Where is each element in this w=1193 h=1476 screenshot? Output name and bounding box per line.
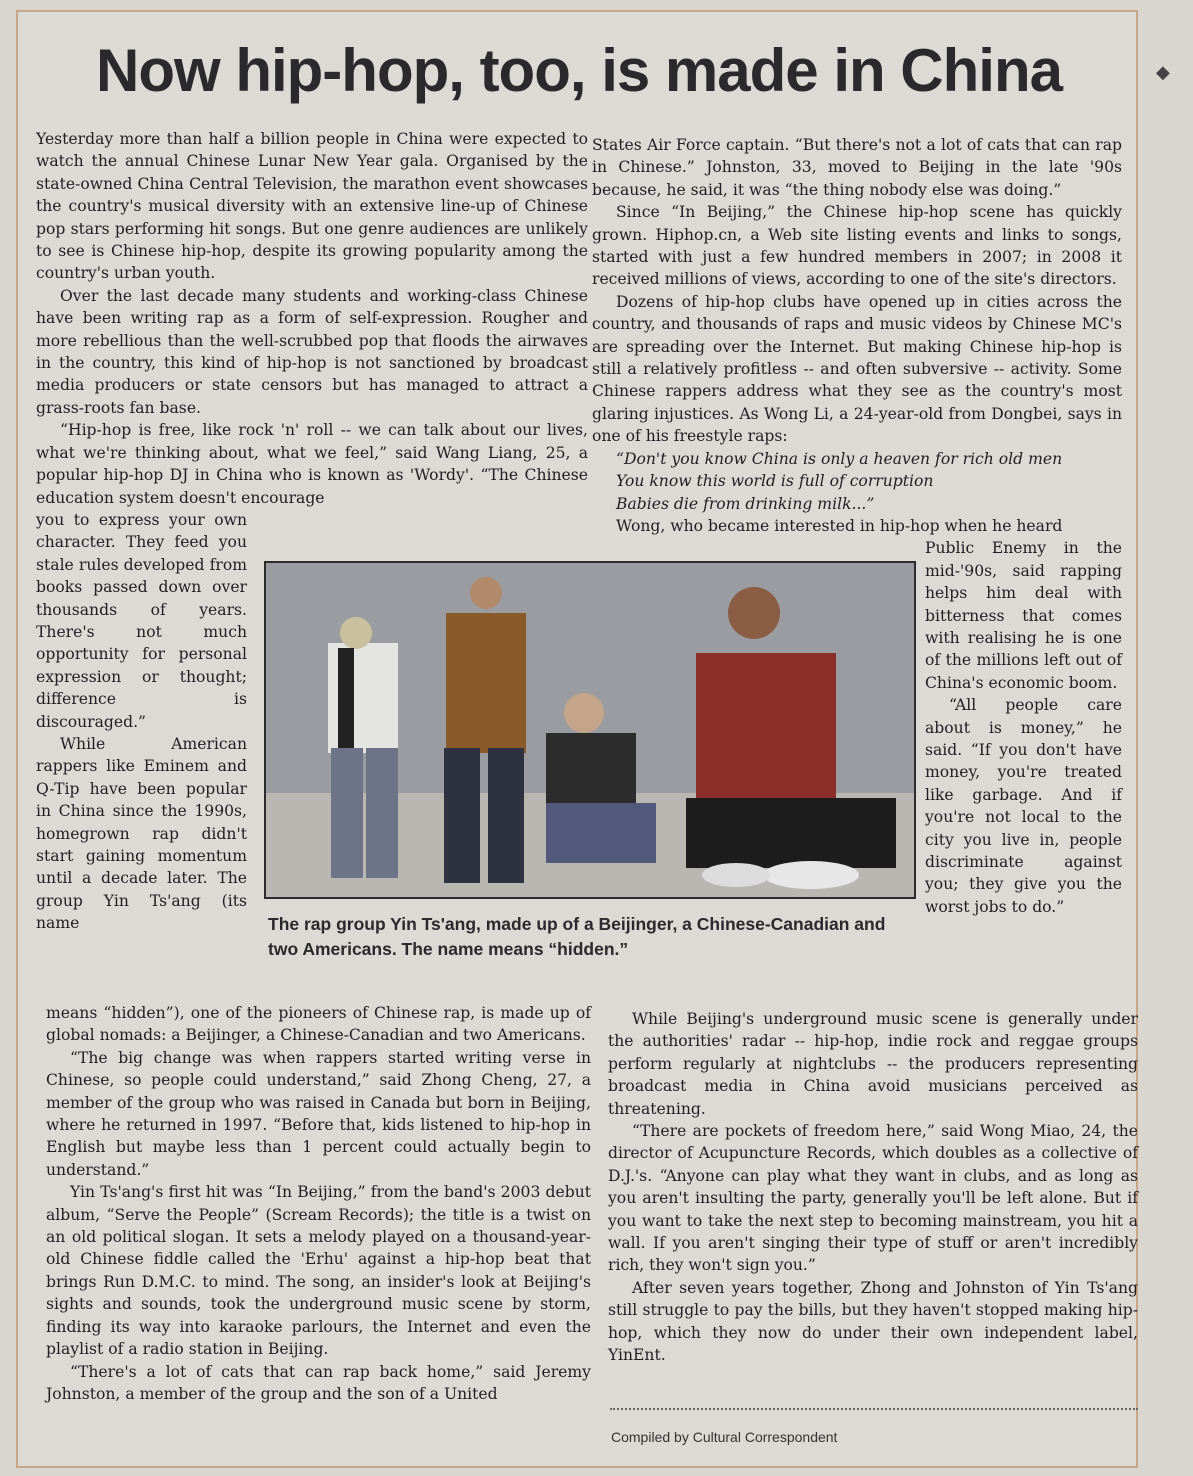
column-3 <box>46 1002 591 1405</box>
byline-credit: Compiled by Cultural Correspondent <box>611 1429 838 1445</box>
newspaper-page <box>16 10 1138 1468</box>
paragraph: “The big change was when rappers started writing verse in Chinese, so people could understand,” said Zhong Cheng, 27, a member of the group who was raised in Canada but born in Beijing, where he returned in 1997. “Before that, kids listened to hip-hop in English but maybe less than 1 percent could actually begin to understand.” <box>46 1048 591 1179</box>
rap-quote-line: “Don't you know China is only a heaven for rich old men <box>616 449 1063 468</box>
column-4 <box>608 1008 1138 1367</box>
paragraph: “Hip-hop is free, like rock 'n' roll -- we can talk about our lives, what we're thinking about, what we feel,” said Wang Liang, 25, a popular hip-hop DJ in China who is known as 'Wordy'. “The Chinese education system doesn't encourage <box>36 421 588 507</box>
narrow-column <box>925 537 1122 918</box>
paragraph: Wong, who became interested in hip-hop when he heard <box>616 516 1063 535</box>
paragraph: States Air Force captain. “But there's not a lot of cats that can rap in Chinese.” Johnston, 33, moved to Beijing in the late '90s because, he said, it was “the thing nobody else was doing.” <box>592 136 1122 199</box>
rap-quote-line: You know this world is full of corruption <box>616 472 934 491</box>
paragraph: “All people care about is money,” he said. “If you don't have money, you're treated like garbage. And if you're not local to the city you live in, people discriminate against you; they give you the worst jobs to do.” <box>925 696 1122 916</box>
band-photo <box>264 561 916 899</box>
headline: Now hip-hop, too, is made in China <box>96 37 1062 104</box>
page-marker-icon: ◆ <box>1156 62 1170 83</box>
paragraph: After seven years together, Zhong and Johnston of Yin Ts'ang still struggle to pay the bills, but they haven't stopped making hip-hop, which they now do under their own independent label, YinEnt. <box>608 1278 1138 1365</box>
paragraph: Public Enemy in the mid-'90s, said rapping helps him deal with bitterness that comes with realising he is one of the millions left out of China's economic boom. <box>925 539 1122 692</box>
paragraph: While Beijing's underground music scene is generally under the authorities' radar -- hip-hop, indie rock and reggae groups perform regularly at nightclubs -- the producers representing broadcast media in China avoid musicians perceived as threatening. <box>608 1010 1138 1118</box>
paragraph: means “hidden”), one of the pioneers of Chinese rap, is made up of global nomads: a Beijinger, a Chinese-Canadian and two Americans. <box>46 1004 591 1045</box>
paragraph: Yin Ts'ang's first hit was “In Beijing,” from the band's 2003 debut album, “Serve the People” (Scream Records); the title is a twist on an old political slogan. It sets a melody played on a thousand-year-old Chinese fiddle called the 'Erhu' against a hip-hop beat that brings Run D.M.C. to mind. The song, an insider's look at Beijing's sights and sounds, took the underground music scene by storm, finding its way into karaoke parlours, the Internet and even the playlist of a radio station in Beijing. <box>46 1183 591 1359</box>
paragraph: Yesterday more than half a billion people in China were expected to watch the annual Chinese Lunar New Year gala. Organised by the state-owned China Central Television, the marathon event showcases the country's musical diversity with an extensive line-up of Chinese pop stars performing hit songs. But one genre audiences are unlikely to see is Chinese hip-hop, despite its growing popularity among the country's urban youth. <box>36 130 588 283</box>
paragraph: Over the last decade many students and working-class Chinese have been writing rap as a form of self-expression. Rougher and more rebellious than the well-scrubbed pop that floods the airwaves in the country, this kind of hip-hop is not sanctioned by broadcast media producers or state censors but has managed to attract a grass-roots fan base. <box>36 286 588 417</box>
paragraph: “There's a lot of cats that can rap back home,” said Jeremy Johnston, a member of the group and the son of a United <box>46 1362 591 1403</box>
band-photo-illustration <box>266 563 914 897</box>
paragraph: you to express your own character. They feed you stale rules developed from books passed down over thousands of years. There's not much opportunity for personal expression or thought; difference is discouraged.” <box>36 510 247 731</box>
paragraph: Dozens of hip-hop clubs have opened up in cities across the country, and thousands of raps and music videos by Chinese MC's are spreading over the Internet. But making Chinese hip-hop is still a relatively profitless -- and often subversive -- activity. Some Chinese rappers address what they see as the country's most glaring injustices. As Wong Li, a 24-year-old from Dongbei, says in one of his freestyle raps: <box>592 292 1122 446</box>
photo-caption: The rap group Yin Ts'ang, made up of a Beijinger, a Chinese-Canadian and two Americans. The name means “hidden.” <box>268 914 886 959</box>
paragraph: While American rappers like Eminem and Q-Tip have been popular in China since the 1990s, homegrown rap didn't start gaining momentum until a decade later. The group Yin Ts'ang (its name <box>36 734 247 933</box>
rap-quote-line: Babies die from drinking milk...” <box>616 494 875 513</box>
paragraph: “There are pockets of freedom here,” said Wong Miao, 24, the director of Acupuncture Records, which doubles as a collective of D.J.'s. “Anyone can play what they want in clubs, and as long as you aren't insulting the party, generally you'll be left alone. But if you want to take the next step to becoming mainstream, you hit a wall. If you aren't singing their type of stuff or aren't incredibly rich, they won't sign you.” <box>608 1122 1138 1275</box>
divider <box>610 1408 1138 1410</box>
paragraph: Since “In Beijing,” the Chinese hip-hop scene has quickly grown. Hiphop.cn, a Web site listing events and links to songs, started with just a few hundred members in 2007; in 2008 it received millions of views, according to one of the site's directors. <box>592 203 1122 289</box>
narrow-column <box>36 509 247 935</box>
